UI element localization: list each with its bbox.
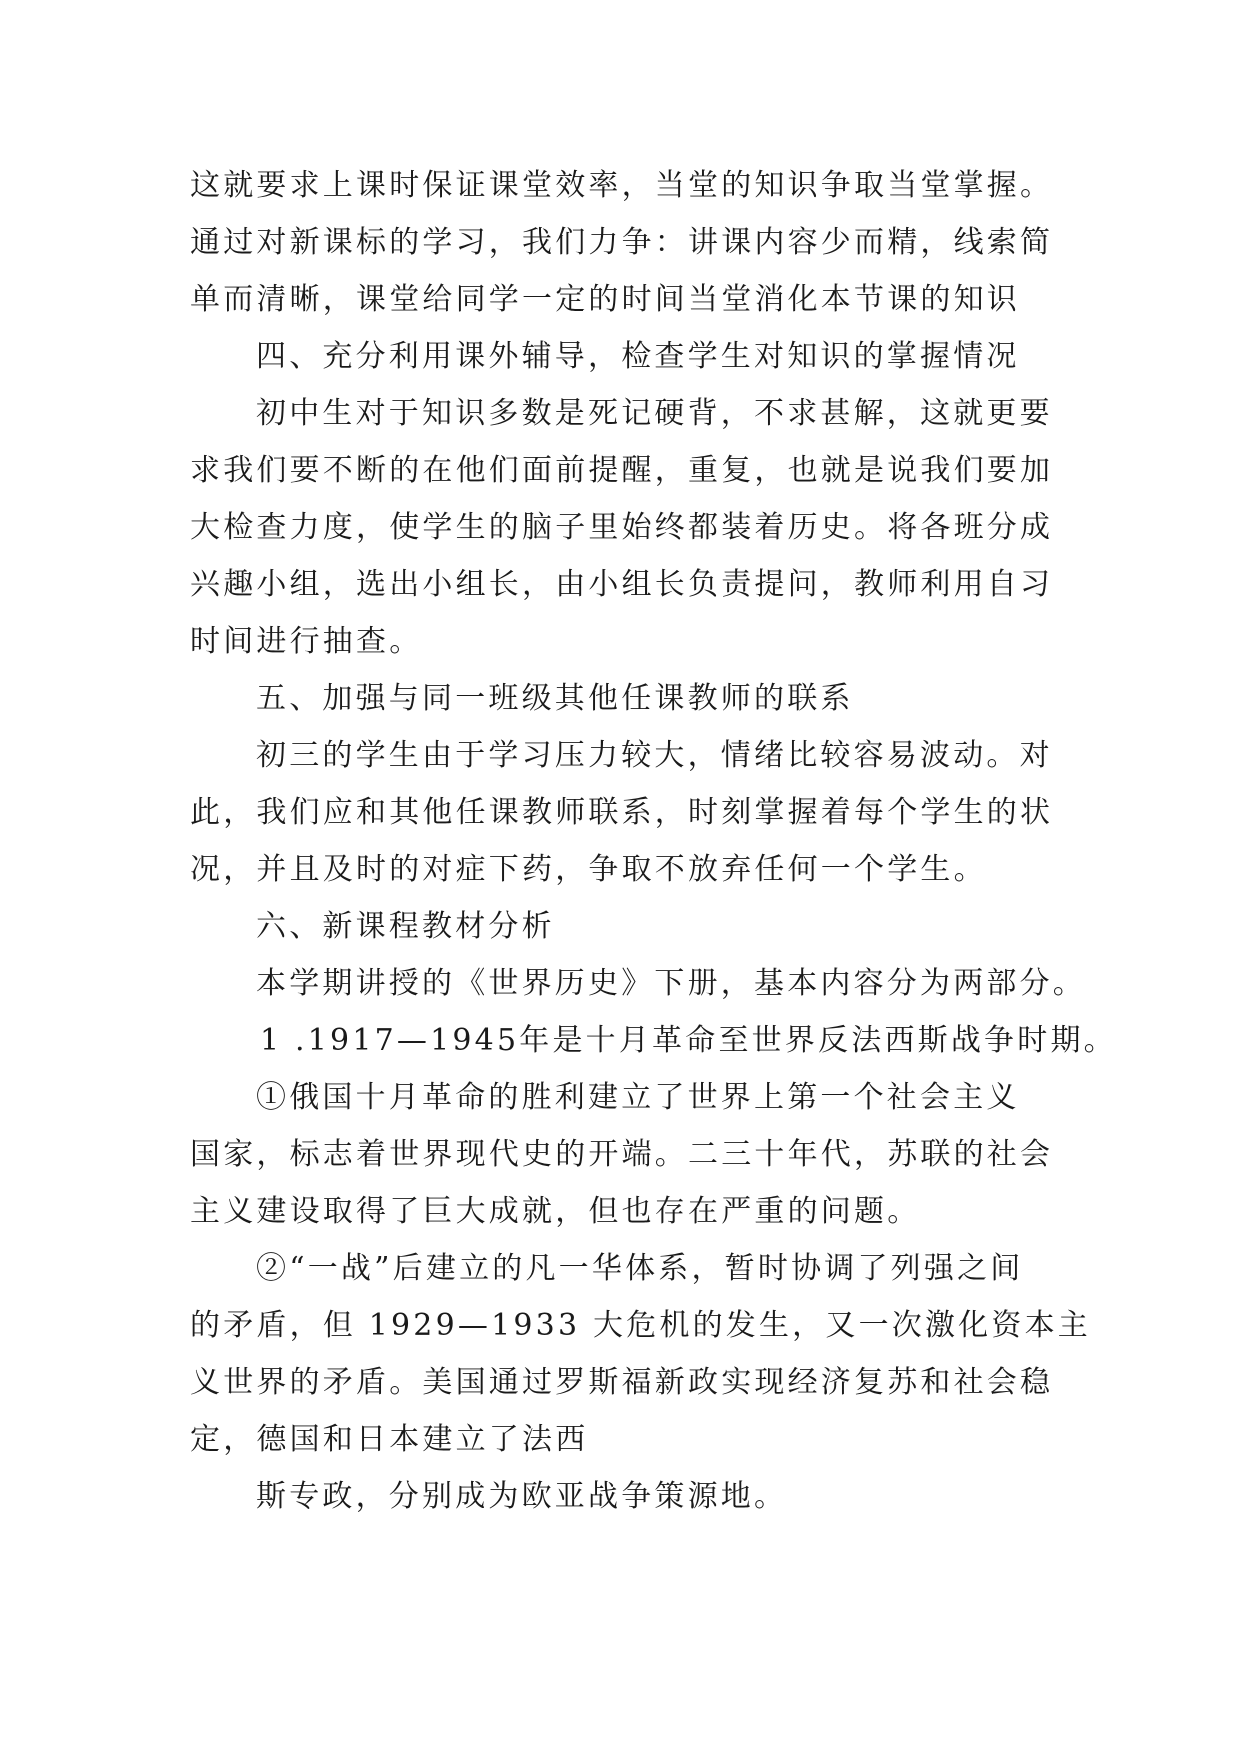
text-line-16: 1 .1917—1945年是十月革命至世界反法西斯战争时期。: [260, 1023, 1117, 1058]
text-line-1: 这就要求上课时保证课堂效率，当堂的知识争取当堂掌握。: [190, 168, 1054, 203]
text-line-24: 斯专政，分别成为欧亚战争策源地。: [256, 1479, 788, 1514]
text-line-5: 初中生对于知识多数是死记硬背，不求甚解，这就更要: [256, 396, 1053, 431]
text-line-22: 义世界的矛盾。美国通过罗斯福新政实现经济复苏和社会稳: [190, 1365, 1054, 1400]
text-line-9: 时间进行抽查。: [190, 624, 423, 659]
text-line-13: 况，并且及时的对症下药，争取不放弃任何一个学生。: [190, 852, 987, 887]
text-line-20: ②“一战”后建立的凡一华体系，暂时协调了列强之间: [256, 1251, 1024, 1286]
section-heading-4: 四、充分利用课外辅导，检查学生对知识的掌握情况: [256, 339, 1020, 374]
text-line-11: 初三的学生由于学习压力较大，情绪比较容易波动。对: [256, 738, 1053, 773]
text-line-8: 兴趣小组，选出小组长，由小组长负责提问，教师利用自习: [190, 567, 1054, 602]
text-line-3: 单而清晰，课堂给同学一定的时间当堂消化本节课的知识: [190, 282, 1020, 317]
section-heading-6: 六、新课程教材分析: [256, 909, 555, 944]
text-line-2: 通过对新课标的学习，我们力争：讲课内容少而精，线索简: [190, 225, 1054, 260]
text-line-6: 求我们要不断的在他们面前提醒，重复，也就是说我们要加: [190, 453, 1054, 488]
text-line-18: 国家，标志着世界现代史的开端。二三十年代，苏联的社会: [190, 1137, 1054, 1172]
text-line-12: 此，我们应和其他任课教师联系，时刻掌握着每个学生的状: [190, 795, 1054, 830]
text-line-15: 本学期讲授的《世界历史》下册，基本内容分为两部分。: [256, 966, 1086, 1001]
text-line-23: 定，德国和日本建立了法西: [190, 1422, 589, 1457]
text-line-19: 主义建设取得了巨大成就，但也存在严重的问题。: [190, 1194, 921, 1229]
text-line-21: 的矛盾，但 1929—1933 大危机的发生，又一次激化资本主: [190, 1308, 1091, 1343]
text-line-7: 大检查力度，使学生的脑子里始终都装着历史。将各班分成: [190, 510, 1054, 545]
section-heading-5: 五、加强与同一班级其他任课教师的联系: [256, 681, 854, 716]
text-line-17: ①俄国十月革命的胜利建立了世界上第一个社会主义: [256, 1080, 1020, 1115]
